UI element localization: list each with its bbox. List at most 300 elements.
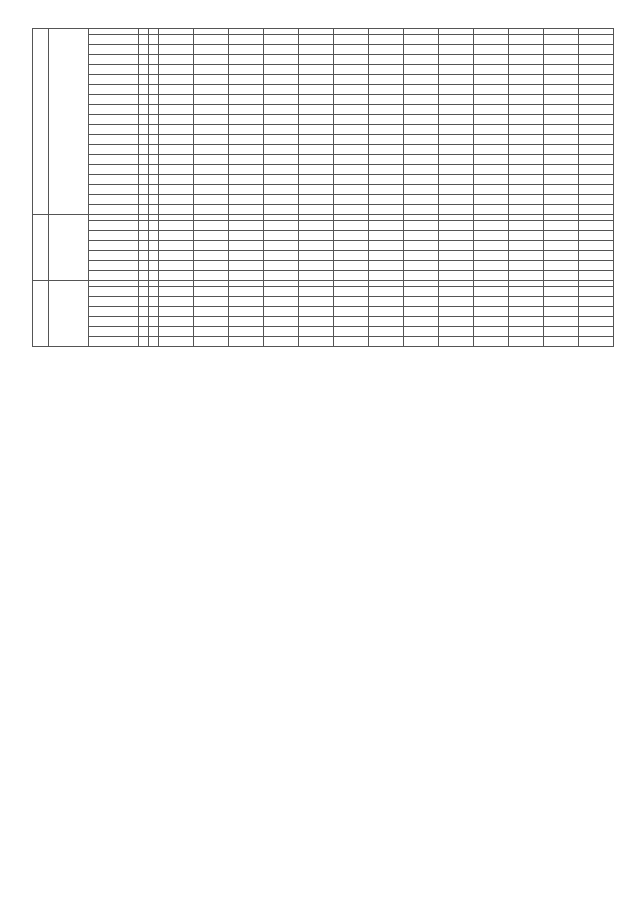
value-cell (474, 175, 509, 185)
value-cell (439, 185, 474, 195)
value-cell (439, 297, 474, 307)
code-cell (149, 287, 159, 297)
funding-source (89, 55, 139, 65)
value-cell (229, 175, 264, 185)
value-cell (264, 317, 299, 327)
code-cell (149, 135, 159, 145)
value-cell (509, 205, 544, 215)
value-cell (474, 145, 509, 155)
value-cell (579, 317, 614, 327)
value-cell (264, 241, 299, 251)
value-cell (229, 125, 264, 135)
code-cell (139, 205, 149, 215)
value-cell (544, 327, 579, 337)
value-cell (194, 261, 229, 271)
value-cell (369, 165, 404, 175)
value-cell (194, 45, 229, 55)
value-cell (439, 271, 474, 281)
value-cell (159, 145, 194, 155)
code-cell (149, 241, 159, 251)
value-cell (334, 205, 369, 215)
value-cell (439, 55, 474, 65)
funding-source (89, 185, 139, 195)
code-cell (149, 185, 159, 195)
value-cell (159, 297, 194, 307)
value-cell (334, 105, 369, 115)
value-cell (439, 145, 474, 155)
table-row (33, 65, 614, 75)
value-cell (439, 307, 474, 317)
funding-source (89, 317, 139, 327)
value-cell (334, 337, 369, 347)
value-cell (264, 231, 299, 241)
code-cell (149, 195, 159, 205)
code-cell (139, 65, 149, 75)
value-cell (194, 145, 229, 155)
value-cell (579, 327, 614, 337)
value-cell (264, 175, 299, 185)
value-cell (474, 241, 509, 251)
value-cell (159, 115, 194, 125)
value-cell (299, 307, 334, 317)
value-cell (229, 85, 264, 95)
value-cell (229, 195, 264, 205)
value-cell (544, 115, 579, 125)
value-cell (229, 241, 264, 251)
table-row (33, 221, 614, 231)
value-cell (264, 185, 299, 195)
value-cell (474, 287, 509, 297)
value-cell (369, 307, 404, 317)
value-cell (439, 75, 474, 85)
value-cell (404, 297, 439, 307)
value-cell (194, 287, 229, 297)
value-cell (439, 195, 474, 205)
value-cell (334, 125, 369, 135)
code-cell (139, 221, 149, 231)
value-cell (334, 115, 369, 125)
code-cell (149, 327, 159, 337)
value-cell (544, 75, 579, 85)
value-cell (159, 95, 194, 105)
value-cell (334, 175, 369, 185)
value-cell (334, 45, 369, 55)
value-cell (404, 65, 439, 75)
value-cell (579, 287, 614, 297)
value-cell (159, 75, 194, 85)
table-row (33, 105, 614, 115)
section-name (49, 281, 89, 347)
funding-source (89, 261, 139, 271)
value-cell (229, 135, 264, 145)
value-cell (369, 287, 404, 297)
value-cell (544, 241, 579, 251)
code-cell (149, 45, 159, 55)
value-cell (264, 125, 299, 135)
code-cell (149, 65, 159, 75)
code-cell (139, 125, 149, 135)
value-cell (369, 65, 404, 75)
value-cell (474, 261, 509, 271)
table-row (33, 241, 614, 251)
table-row (33, 45, 614, 55)
value-cell (159, 327, 194, 337)
value-cell (474, 155, 509, 165)
value-cell (439, 115, 474, 125)
value-cell (579, 337, 614, 347)
value-cell (229, 105, 264, 115)
value-cell (439, 155, 474, 165)
code-cell (149, 105, 159, 115)
value-cell (544, 185, 579, 195)
value-cell (264, 135, 299, 145)
value-cell (194, 65, 229, 75)
value-cell (474, 251, 509, 261)
value-cell (509, 75, 544, 85)
value-cell (299, 45, 334, 55)
table-row (33, 261, 614, 271)
table-row (33, 145, 614, 155)
value-cell (299, 251, 334, 261)
value-cell (159, 307, 194, 317)
code-cell (139, 45, 149, 55)
value-cell (369, 115, 404, 125)
value-cell (439, 105, 474, 115)
table-row (33, 75, 614, 85)
value-cell (194, 307, 229, 317)
value-cell (194, 337, 229, 347)
value-cell (544, 261, 579, 271)
value-cell (404, 55, 439, 65)
value-cell (509, 135, 544, 145)
value-cell (229, 145, 264, 155)
value-cell (159, 105, 194, 115)
code-cell (149, 125, 159, 135)
value-cell (229, 155, 264, 165)
value-cell (159, 135, 194, 145)
value-cell (579, 231, 614, 241)
value-cell (229, 327, 264, 337)
value-cell (229, 317, 264, 327)
funding-source (89, 231, 139, 241)
value-cell (439, 231, 474, 241)
value-cell (439, 125, 474, 135)
value-cell (579, 175, 614, 185)
value-cell (194, 115, 229, 125)
value-cell (369, 45, 404, 55)
value-cell (299, 35, 334, 45)
table-row (33, 135, 614, 145)
value-cell (299, 115, 334, 125)
value-cell (579, 221, 614, 231)
value-cell (509, 231, 544, 241)
value-cell (439, 95, 474, 105)
value-cell (544, 221, 579, 231)
funding-source (89, 241, 139, 251)
value-cell (159, 185, 194, 195)
value-cell (299, 297, 334, 307)
value-cell (159, 205, 194, 215)
code-cell (149, 261, 159, 271)
value-cell (264, 221, 299, 231)
code-cell (149, 337, 159, 347)
code-cell (139, 261, 149, 271)
value-cell (334, 287, 369, 297)
value-cell (299, 241, 334, 251)
value-cell (299, 231, 334, 241)
value-cell (439, 317, 474, 327)
value-cell (579, 271, 614, 281)
value-cell (404, 165, 439, 175)
value-cell (579, 105, 614, 115)
code-cell (149, 115, 159, 125)
value-cell (474, 307, 509, 317)
value-cell (369, 231, 404, 241)
table-row (33, 337, 614, 347)
value-cell (474, 125, 509, 135)
value-cell (229, 55, 264, 65)
value-cell (474, 105, 509, 115)
value-cell (264, 85, 299, 95)
value-cell (544, 135, 579, 145)
value-cell (509, 241, 544, 251)
value-cell (474, 337, 509, 347)
value-cell (404, 287, 439, 297)
value-cell (334, 35, 369, 45)
value-cell (229, 185, 264, 195)
funding-source (89, 95, 139, 105)
value-cell (544, 251, 579, 261)
value-cell (474, 95, 509, 105)
value-cell (194, 317, 229, 327)
table-row (33, 175, 614, 185)
code-cell (139, 95, 149, 105)
value-cell (544, 337, 579, 347)
value-cell (334, 135, 369, 145)
table-row (33, 85, 614, 95)
value-cell (264, 261, 299, 271)
value-cell (369, 155, 404, 165)
value-cell (369, 271, 404, 281)
code-cell (149, 231, 159, 241)
value-cell (579, 65, 614, 75)
value-cell (369, 55, 404, 65)
value-cell (299, 125, 334, 135)
value-cell (194, 135, 229, 145)
code-cell (139, 155, 149, 165)
funding-source (89, 135, 139, 145)
value-cell (439, 85, 474, 95)
code-cell (139, 327, 149, 337)
code-cell (149, 55, 159, 65)
value-cell (299, 95, 334, 105)
value-cell (264, 45, 299, 55)
code-cell (139, 317, 149, 327)
value-cell (264, 195, 299, 205)
value-cell (264, 105, 299, 115)
value-cell (194, 75, 229, 85)
value-cell (404, 251, 439, 261)
value-cell (264, 95, 299, 105)
code-cell (139, 307, 149, 317)
value-cell (334, 85, 369, 95)
value-cell (579, 35, 614, 45)
value-cell (194, 175, 229, 185)
value-cell (509, 337, 544, 347)
table-row (33, 35, 614, 45)
value-cell (334, 55, 369, 65)
code-cell (149, 297, 159, 307)
value-cell (194, 35, 229, 45)
funding-source (89, 221, 139, 231)
value-cell (159, 251, 194, 261)
value-cell (544, 317, 579, 327)
value-cell (509, 55, 544, 65)
value-cell (404, 271, 439, 281)
value-cell (369, 175, 404, 185)
section-number (33, 281, 49, 347)
value-cell (159, 337, 194, 347)
value-cell (334, 95, 369, 105)
value-cell (299, 185, 334, 195)
value-cell (299, 271, 334, 281)
value-cell (509, 271, 544, 281)
value-cell (299, 145, 334, 155)
value-cell (334, 307, 369, 317)
funding-source (89, 337, 139, 347)
value-cell (229, 337, 264, 347)
value-cell (544, 165, 579, 175)
value-cell (299, 287, 334, 297)
code-cell (149, 271, 159, 281)
value-cell (474, 55, 509, 65)
value-cell (334, 185, 369, 195)
value-cell (264, 165, 299, 175)
value-cell (544, 145, 579, 155)
value-cell (509, 287, 544, 297)
value-cell (579, 251, 614, 261)
value-cell (404, 241, 439, 251)
code-cell (149, 205, 159, 215)
funding-source (89, 155, 139, 165)
section-name (49, 29, 89, 215)
table-row (33, 165, 614, 175)
value-cell (404, 95, 439, 105)
value-cell (404, 75, 439, 85)
value-cell (159, 231, 194, 241)
value-cell (509, 175, 544, 185)
value-cell (299, 261, 334, 271)
value-cell (264, 287, 299, 297)
value-cell (299, 75, 334, 85)
value-cell (509, 185, 544, 195)
value-cell (299, 205, 334, 215)
code-cell (139, 55, 149, 65)
value-cell (404, 155, 439, 165)
table-row (33, 205, 614, 215)
value-cell (369, 195, 404, 205)
value-cell (509, 155, 544, 165)
funding-source (89, 125, 139, 135)
funding-source (89, 105, 139, 115)
value-cell (194, 195, 229, 205)
value-cell (474, 327, 509, 337)
value-cell (404, 85, 439, 95)
code-cell (149, 95, 159, 105)
value-cell (509, 35, 544, 45)
value-cell (579, 261, 614, 271)
table-row (33, 95, 614, 105)
value-cell (439, 241, 474, 251)
value-cell (544, 271, 579, 281)
value-cell (159, 125, 194, 135)
value-cell (544, 287, 579, 297)
value-cell (334, 221, 369, 231)
value-cell (334, 75, 369, 85)
value-cell (579, 307, 614, 317)
value-cell (404, 145, 439, 155)
value-cell (369, 205, 404, 215)
value-cell (264, 155, 299, 165)
value-cell (194, 251, 229, 261)
funding-source (89, 85, 139, 95)
code-cell (149, 221, 159, 231)
value-cell (474, 85, 509, 95)
value-cell (579, 241, 614, 251)
value-cell (229, 287, 264, 297)
funding-source (89, 251, 139, 261)
value-cell (299, 317, 334, 327)
value-cell (439, 251, 474, 261)
value-cell (544, 175, 579, 185)
value-cell (299, 105, 334, 115)
table-row (33, 185, 614, 195)
value-cell (579, 55, 614, 65)
value-cell (439, 221, 474, 231)
value-cell (404, 45, 439, 55)
value-cell (474, 271, 509, 281)
value-cell (264, 35, 299, 45)
value-cell (404, 205, 439, 215)
value-cell (264, 145, 299, 155)
value-cell (264, 75, 299, 85)
value-cell (229, 297, 264, 307)
value-cell (229, 115, 264, 125)
value-cell (334, 65, 369, 75)
value-cell (439, 327, 474, 337)
value-cell (229, 35, 264, 45)
value-cell (369, 125, 404, 135)
value-cell (159, 155, 194, 165)
funding-source (89, 45, 139, 55)
value-cell (194, 165, 229, 175)
table-row (33, 125, 614, 135)
value-cell (194, 95, 229, 105)
value-cell (474, 65, 509, 75)
value-cell (369, 261, 404, 271)
code-cell (139, 105, 149, 115)
funding-source (89, 115, 139, 125)
value-cell (334, 155, 369, 165)
value-cell (439, 165, 474, 175)
value-cell (474, 297, 509, 307)
funding-source (89, 35, 139, 45)
value-cell (369, 241, 404, 251)
funding-source (89, 65, 139, 75)
value-cell (334, 231, 369, 241)
value-cell (334, 195, 369, 205)
value-cell (229, 65, 264, 75)
